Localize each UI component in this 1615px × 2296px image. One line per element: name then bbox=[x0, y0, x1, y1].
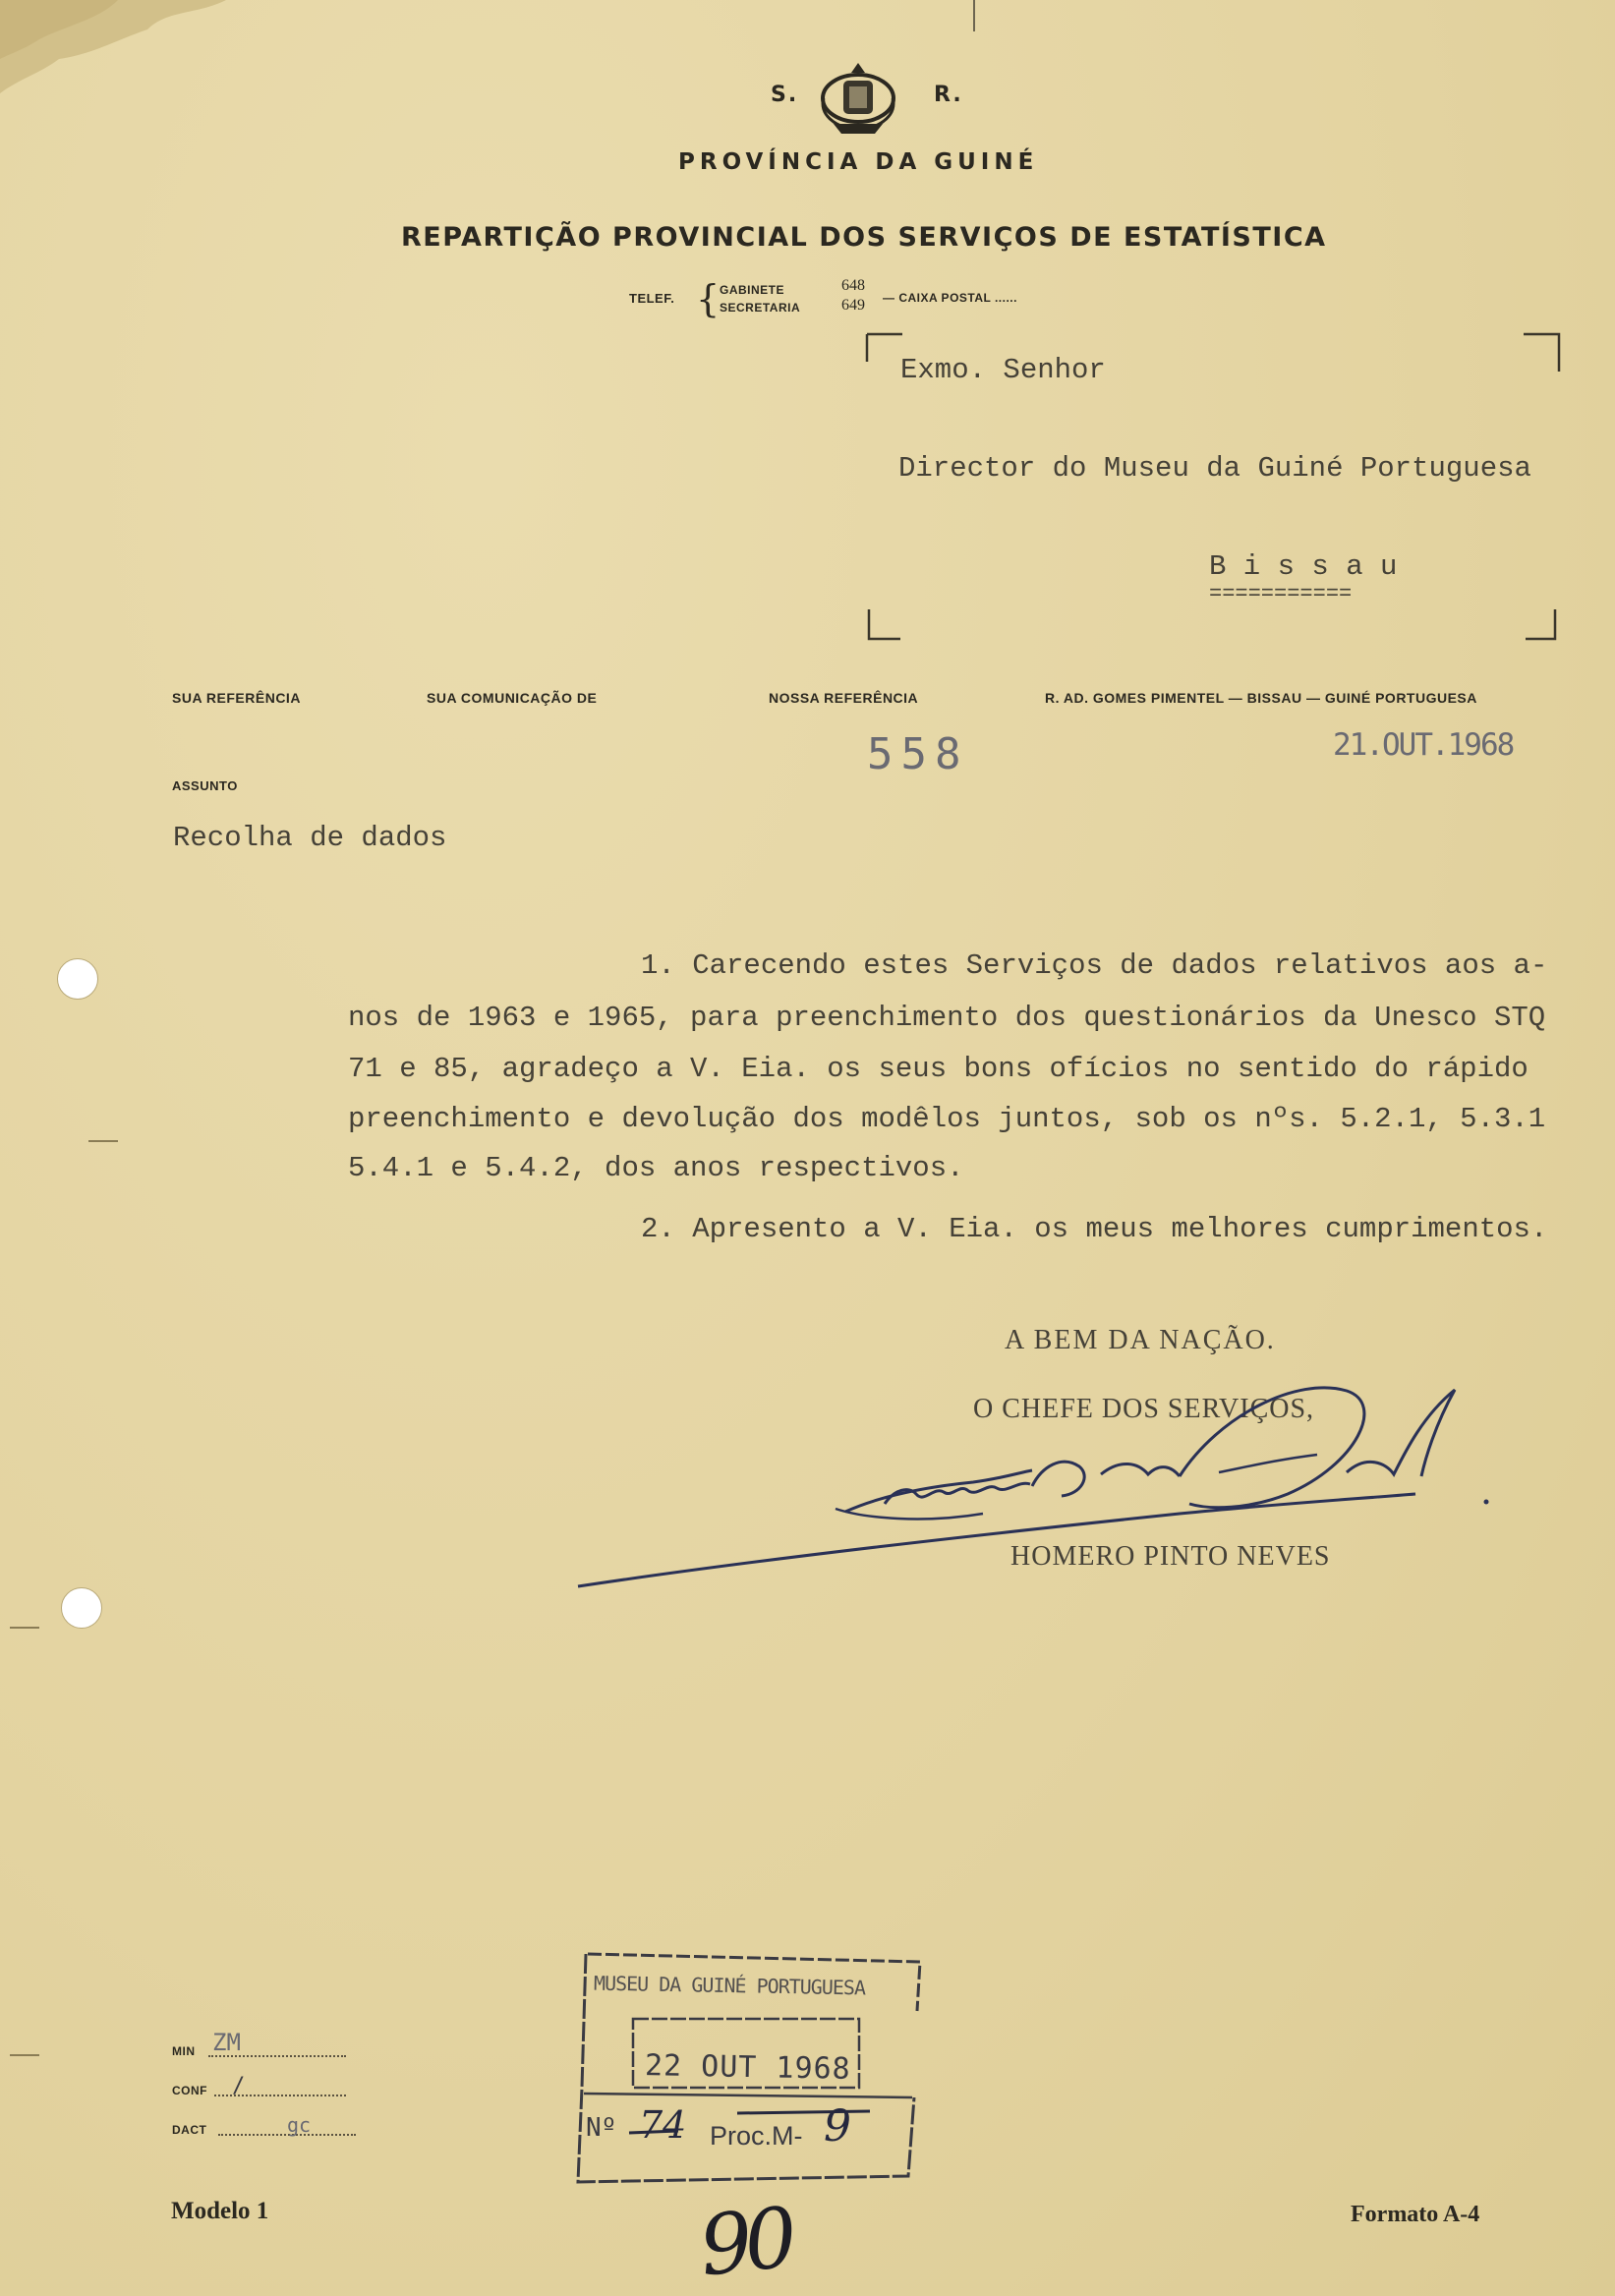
gabinete-label: GABINETE bbox=[720, 283, 785, 297]
stamp-proc-label: Proc.M- bbox=[710, 2121, 803, 2151]
addressee-city: B i s s a u bbox=[1209, 550, 1398, 583]
torn-corner bbox=[0, 0, 256, 108]
assunto-value: Recolha de dados bbox=[173, 822, 447, 854]
body-paragraph-1-line-4: preenchimento e devolução dos modêlos juntos, sob os nºs. 5.2.1, 5.3.1 bbox=[348, 1103, 1546, 1135]
telef-label: TELEF. bbox=[629, 291, 675, 306]
office-address: R. AD. GOMES PIMENTEL — BISSAU — GUINÉ PORTUGUESA bbox=[1045, 690, 1477, 706]
gabinete-number: 648 bbox=[841, 277, 865, 294]
letterhead-s: S. bbox=[771, 83, 799, 107]
min-label: MIN bbox=[172, 2044, 196, 2058]
sua-comunicacao-label: SUA COMUNICAÇÃO DE bbox=[427, 690, 598, 706]
stamp-handwritten-strokes bbox=[619, 2103, 875, 2172]
handwritten-page-number: 90 bbox=[695, 2189, 794, 2295]
stamp-institution: MUSEU DA GUINÉ PORTUGUESA bbox=[593, 1971, 866, 2000]
min-value: ZM bbox=[212, 2029, 241, 2056]
stamp-proc-value: 9 bbox=[824, 2101, 851, 2152]
coat-of-arms-emblem bbox=[814, 59, 902, 138]
margin-mark bbox=[88, 1140, 118, 1142]
stamp-number-value: 74 bbox=[639, 2103, 687, 2147]
modelo-label: Modelo 1 bbox=[171, 2198, 269, 2224]
body-paragraph-1-line-2: nos de 1963 e 1965, para preenchimento dos questionários da Unesco STQ bbox=[348, 1002, 1546, 1034]
assunto-label: ASSUNTO bbox=[172, 778, 238, 793]
date-stamp: 21.OUT.1968 bbox=[1333, 727, 1514, 763]
nossa-referencia-value: 558 bbox=[867, 729, 969, 779]
province-title: PROVÍNCIA DA GUINÉ bbox=[678, 149, 1039, 175]
fold-line bbox=[973, 0, 975, 31]
body-paragraph-1-line-3: 71 e 85, agradeço a V. Eia. os seus bons ofícios no sentido do rápido bbox=[348, 1053, 1528, 1085]
conf-value: / bbox=[232, 2074, 246, 2098]
body-paragraph-1-line-5: 5.4.1 e 5.4.2, dos anos respectivos. bbox=[348, 1152, 964, 1184]
sua-referencia-label: SUA REFERÊNCIA bbox=[172, 690, 301, 706]
addressee-city-underline: =========== bbox=[1209, 582, 1353, 606]
addressee-salutation: Exmo. Senhor bbox=[900, 354, 1106, 386]
nossa-referencia-label: NOSSA REFERÊNCIA bbox=[769, 690, 919, 706]
body-paragraph-1-line-1: 1. Carecendo estes Serviços de dados relativos aos a- bbox=[641, 949, 1548, 982]
secretaria-label: SECRETARIA bbox=[720, 301, 801, 315]
punch-hole bbox=[61, 1587, 102, 1629]
formato-label: Formato A-4 bbox=[1351, 2202, 1480, 2227]
punch-hole bbox=[57, 958, 98, 1000]
margin-mark bbox=[10, 2054, 39, 2056]
closing-salutation: A BEM DA NAÇÃO. bbox=[1005, 1325, 1276, 1355]
signatory-name: HOMERO PINTO NEVES bbox=[1010, 1541, 1331, 1572]
telef-brace: { bbox=[696, 277, 721, 320]
stamp-date: 22 OUT 1968 bbox=[644, 2048, 851, 2087]
body-paragraph-2: 2. Apresento a V. Eia. os meus melhores cumprimentos. bbox=[641, 1213, 1548, 1245]
stamp-number-label: Nº bbox=[586, 2113, 617, 2143]
caixa-postal: — CAIXA POSTAL ...... bbox=[883, 291, 1017, 305]
secretaria-number: 649 bbox=[841, 297, 865, 314]
letterhead-r: R. bbox=[934, 83, 963, 107]
department-title: REPARTIÇÃO PROVINCIAL DOS SERVIÇOS DE ESTATÍSTICA bbox=[401, 222, 1327, 253]
conf-label: CONF bbox=[172, 2084, 207, 2097]
dact-value: gc bbox=[287, 2113, 312, 2137]
margin-mark bbox=[10, 1627, 39, 1629]
dact-label: DACT bbox=[172, 2123, 207, 2137]
closing-role: O CHEFE DOS SERVIÇOS, bbox=[973, 1394, 1315, 1424]
addressee-title: Director do Museu da Guiné Portuguesa bbox=[898, 452, 1531, 485]
